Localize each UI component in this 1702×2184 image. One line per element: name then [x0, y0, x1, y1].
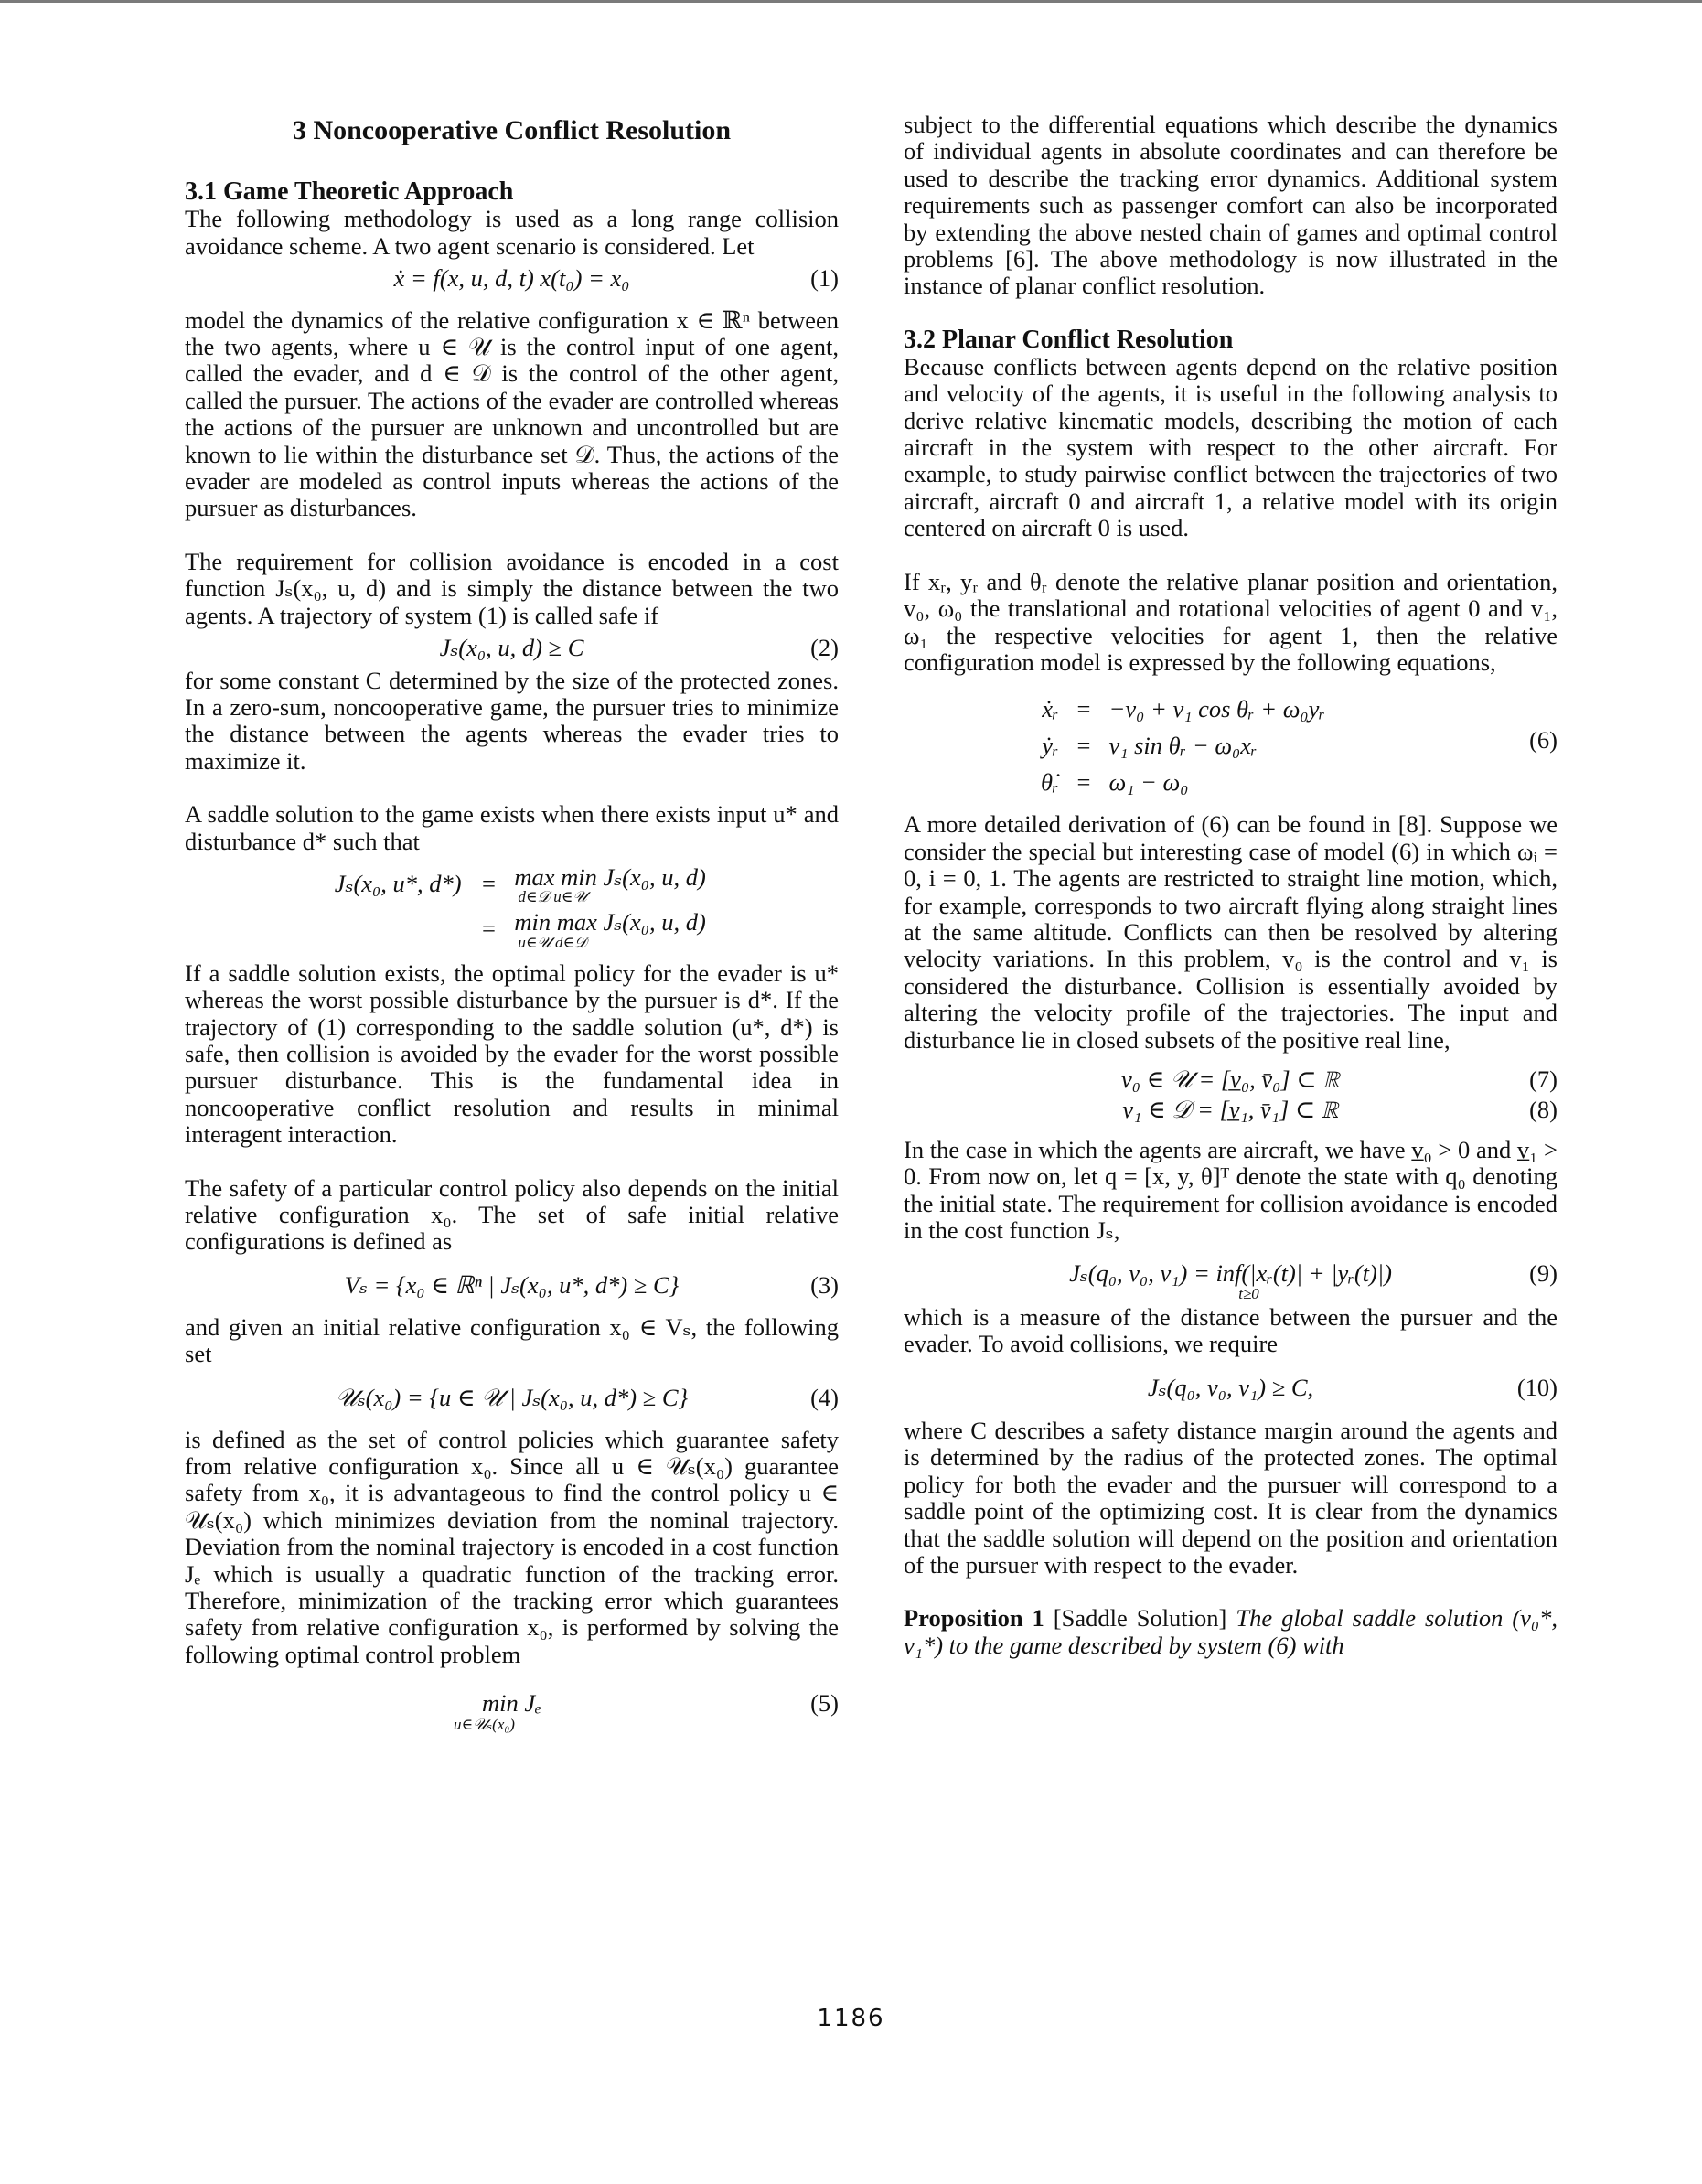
paragraph: where C describes a safety distance margin around the agents and is determined by the radius of the protected zones. The optimal policy for both the evader and the pursuer will correspond to a saddle point of the optimizing cost. It is clear from the dynamics that the saddle solution will depend on the position and orientation of the pursuer with respect to the evader. — [904, 1417, 1557, 1579]
saddle-rhs-1: max min Jₛ(x₀, u, d) — [514, 862, 706, 891]
left-column — [185, 112, 839, 1738]
equation-5-limits: u∈𝒰ₛ(x₀) — [454, 1715, 515, 1733]
page-number: 1186 — [817, 2005, 885, 2032]
proposition-1 — [904, 1605, 1557, 1659]
equation-10 — [904, 1375, 1557, 1401]
saddle-rhs-1-limits: d∈𝒟 u∈𝒰 — [518, 888, 587, 906]
paragraph: and given an initial relative configuration x₀ ∈ Vₛ, the following set — [185, 1312, 839, 1368]
equation-body: Vₛ = {x₀ ∈ ℝⁿ | Jₛ(x₀, u*, d*) ≥ C} — [344, 1270, 680, 1299]
equation-body: min Jₑ — [481, 1689, 542, 1718]
equation-body: v₁ ∈ 𝒟 = [v̲₁, v̄₁] ⊂ ℝ — [1122, 1096, 1339, 1124]
equation-9-limits: t≥0 — [1238, 1284, 1259, 1302]
eq6-lhs: ẏᵣ — [1042, 732, 1059, 760]
section-heading: 3 Noncooperative Conflict Resolution — [292, 115, 732, 145]
equation-number: (3) — [810, 1270, 839, 1299]
proposition-text: The global saddle solution (v₀*, v₁*) to the game described by system (6) with — [904, 1604, 1557, 1659]
paragraph: The following methodology is used as a long range collision avoidance scheme. A two agent scenario is considered. Let — [185, 205, 839, 260]
equation-number: (1) — [810, 264, 839, 293]
paragraph: model the dynamics of the relative configuration x ∈ ℝⁿ between the two agents, where u ∈ 𝒰 is the control input of one agent, called the evader, and d ∈ 𝒟 is the control of the other agent, called the pursuer. The actions of the evader are controlled whereas the actions of the pursuer are unknown and uncontrolled but are known to lie within the disturbance set 𝒟. Thus, the actions of the evader are modeled as control inputs whereas the actions of the pursuer as disturbances. — [185, 305, 839, 522]
paragraph: subject to the differential equations which describe the dynamics of individual agents in absolute coordinates and can therefore be used to describe the tracking error dynamics. Additional system requirements such as passenger comfort can also be incorporated by extending the above nested chain of games and optimal control problems [6]. The above methodology is now illustrated in the instance of planar conflict resolution. — [904, 111, 1557, 300]
equals-sign: = — [1076, 768, 1091, 797]
paragraph: If xᵣ, yᵣ and θᵣ denote the relative planar position and orientation, v₀, ω₀ the translational and rotational velocities of agent 0 and v₁, ω₁ the respective velocities for agent 1, then the relative configuration model is expressed by the following equations, — [904, 567, 1557, 676]
eq6-lhs: θ̇ᵣ — [1041, 768, 1059, 797]
equation-number: (9) — [1529, 1259, 1557, 1288]
paragraph: The requirement for collision avoidance is encoded in a cost function Jₛ(x₀, u, d) and is simply the distance between the two agents. A trajectory of system (1) is called safe if — [185, 547, 839, 629]
paragraph: The safety of a particular control policy also depends on the initial relative configuration x₀. The set of safe initial relative configurations is defined as — [185, 1173, 839, 1256]
equation-number: (5) — [810, 1689, 839, 1718]
equation-body: Jₛ(q₀, v₀, v₁) ≥ C, — [1147, 1373, 1314, 1401]
paragraph: Because conflicts between agents depend on the relative position and velocity of the agents, it is useful in the following analysis to derive relative kinematic models, describing the motion of each aircraft in the system with respect to the other aircraft. For example, to study pairwise conflict between the trajectories of two aircraft, aircraft 0 and aircraft 1, a relative model with its origin centered on aircraft 0 is used. — [904, 352, 1557, 542]
equation-8 — [904, 1097, 1557, 1123]
equation-body: Jₛ(q₀, v₀, v₁) = inf(|xᵣ(t)| + |yᵣ(t)|) — [1069, 1259, 1392, 1288]
equation-1 — [185, 265, 839, 292]
saddle-equation — [185, 864, 839, 949]
paragraph: is defined as the set of control policies which guarantee safety from relative configuration x₀. Since all u ∈ 𝒰ₛ(x₀) guarantee safety from x₀, it is advantageous to find the control policy u ∈ 𝒰ₛ(x₀) which minimizes deviation from the nominal trajectory. Deviation from the nominal trajectory is encoded in a cost function Jₑ which is usually a quadratic function of the tracking error. Therefore, minimization of the tracking error which guarantees safety from relative configuration x₀, is performed by solving the following optimal control problem — [185, 1425, 839, 1668]
equation-6 — [904, 691, 1557, 800]
paragraph: A more detailed derivation of (6) can be found in [8]. Suppose we consider the special but interesting case of model (6) in which ωᵢ = 0, i = 0, 1. The agents are restricted to straight line motion, which, for example, corresponds to two aircraft flying along straight lines at the same altitude. Conflicts can then be resolved by altering velocity variations. In this problem, v₀ is the control and v₁ is considered the disturbance. Collision is essentially avoided by altering the velocity profile of the trajectories. The input and disturbance lie in closed subsets of the positive real line, — [904, 810, 1557, 1054]
equals-sign: = — [1076, 695, 1091, 723]
equals-sign: = — [481, 915, 496, 943]
equation-4 — [185, 1381, 839, 1414]
equation-number: (10) — [1516, 1373, 1557, 1401]
equation-3 — [185, 1269, 839, 1301]
equation-body: 𝒰ₛ(x₀) = {u ∈ 𝒰 | Jₛ(x₀, u, d*) ≥ C} — [335, 1383, 689, 1411]
paragraph: for some constant C determined by the size of the protected zones. In a zero-sum, noncooperative game, the pursuer tries to minimize the distance between the agents whereas the evader tries to maximize it. — [185, 666, 839, 775]
eq6-rhs: v₁ sin θᵣ − ω₀xᵣ — [1108, 732, 1258, 760]
paragraph: In the case in which the agents are aircraft, we have v̲₀ > 0 and v̲₁ > 0. From now on, let q = [x, y, θ]ᵀ denote the state with q₀ denoting the initial state. The requirement for collision avoidance is encoded in the cost function Jₛ, — [904, 1135, 1557, 1244]
equation-number: (6) — [1529, 726, 1557, 755]
equation-number: (8) — [1529, 1096, 1557, 1124]
equation-body: v₀ ∈ 𝒰 = [v̲₀, v̄₀] ⊂ ℝ — [1121, 1065, 1340, 1093]
proposition-label: Proposition 1 — [904, 1604, 1044, 1633]
equation-7 — [904, 1066, 1557, 1093]
subsection-heading-3-2: 3.2 Planar Conflict Resolution — [904, 325, 1234, 354]
equation-body: Jₛ(x₀, u, d) ≥ C — [439, 634, 584, 662]
right-column — [904, 112, 1557, 1659]
saddle-lhs: Jₛ(x₀, u*, d*) — [334, 869, 462, 897]
saddle-rhs-2: min max Jₛ(x₀, u, d) — [514, 908, 706, 937]
equation-body: ẋ = f(x, u, d, t) x(t₀) = x₀ — [393, 264, 630, 293]
equation-number: (4) — [810, 1383, 839, 1411]
paragraph: which is a measure of the distance between the pursuer and the evader. To avoid collisions, we require — [904, 1302, 1557, 1358]
proposition-bracket: [Saddle Solution] — [1053, 1604, 1227, 1633]
equation-number: (7) — [1529, 1065, 1557, 1093]
paragraph: If a saddle solution exists, the optimal policy for the evader is u* whereas the worst possible disturbance by the pursuer is d*. If the trajectory of (1) corresponding to the saddle solution (u*, d*) is safe, then collision is avoided by the evader for the worst possible pursuer disturbance. This is the fundamental idea in noncooperative conflict resolution and results in minimal interagent interaction. — [185, 958, 839, 1149]
equals-sign: = — [1076, 732, 1091, 760]
equation-number: (2) — [810, 634, 839, 662]
eq6-rhs: ω₁ − ω₀ — [1108, 768, 1189, 797]
equation-2 — [185, 635, 839, 661]
subsection-heading-3-1: 3.1 Game Theoretic Approach — [185, 177, 514, 207]
eq6-lhs: ẋᵣ — [1042, 695, 1059, 723]
equation-5 — [185, 1690, 839, 1731]
equals-sign: = — [481, 869, 496, 897]
eq6-rhs: −v₀ + v₁ cos θᵣ + ω₀yᵣ — [1108, 695, 1325, 723]
saddle-rhs-2-limits: u∈𝒰 d∈𝒟 — [518, 933, 587, 951]
paragraph: A saddle solution to the game exists when there exists input u* and disturbance d* such that — [185, 800, 839, 855]
equation-9 — [904, 1260, 1557, 1300]
